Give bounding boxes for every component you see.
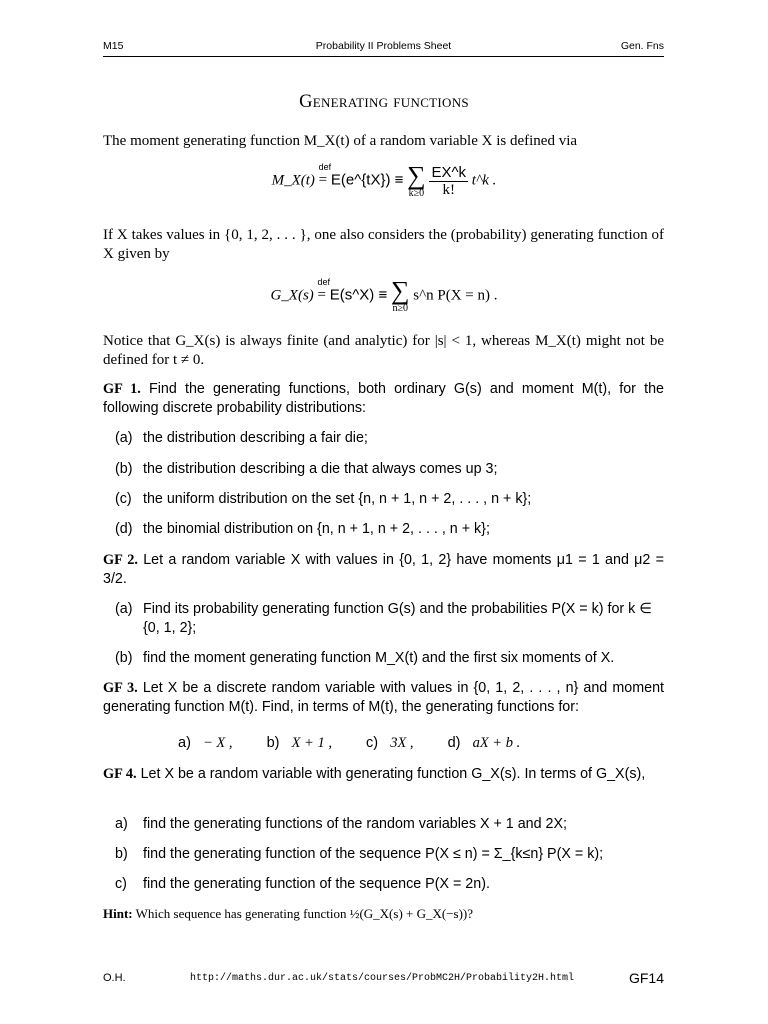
page-title: Generating functions <box>299 92 469 112</box>
eq1-def-symbol: def = <box>318 162 332 189</box>
header-course-code: M15 <box>103 40 124 52</box>
problem-gf1 <box>103 380 664 418</box>
eq1-sum: ∑ k≥0 <box>407 161 426 199</box>
page-footer <box>103 970 664 990</box>
header-topic: Gen. Fns <box>620 40 664 52</box>
footer-page-number: GF14 <box>628 970 664 986</box>
hint-text: Which sequence has generating function ½(G_X(s) + G_X(−s))? <box>135 906 474 921</box>
eq2-expectation: E(s^X) ≡ <box>329 286 388 304</box>
equation-mgf <box>0 163 768 199</box>
footer-author: O.H. <box>103 972 126 984</box>
gf3-option-d: d) aX + b . <box>447 735 521 751</box>
gf3-option-a: a) − X , <box>178 735 233 751</box>
eq1-lhs: M_X(t) <box>271 172 315 189</box>
gf2-label: GF 2. <box>103 552 138 568</box>
eq1-expectation: E(e^{tX}) ≡ <box>330 171 404 189</box>
eq2-sum: ∑ n≥0 <box>390 276 410 314</box>
footer-url-link[interactable]: http://maths.dur.ac.uk/stats/courses/ProbMC2H/Probability2H.html <box>190 973 575 984</box>
gf4-text: Let X be a random variable with generating function G_X(s). In terms of G_X(s), <box>140 766 646 782</box>
gf3-options <box>178 735 550 752</box>
gf3-label: GF 3. <box>103 680 138 696</box>
eq1-tail: t^k . <box>471 172 497 189</box>
intro-paragraph-1: The moment generating function M_X(t) of a random variable X is defined via <box>103 133 578 149</box>
gf3-option-b: b) X + 1 , <box>266 735 332 751</box>
gf2-item-a: (a) Find its probability generating function G(s) and the probabilities P(X = k) for k ∈ {0, 1, 2}; <box>115 601 652 636</box>
gf2-text: Let a random variable X with values in {0, 1, 2} have moments μ1 = 1 and μ2 = 3/2. <box>103 552 664 587</box>
gf1-label: GF 1. <box>103 381 141 397</box>
problem-gf3 <box>103 679 664 717</box>
intro-paragraph-2: If X takes values in {0, 1, 2, . . . }, one also considers the (probability) generating function of X given by <box>103 227 664 262</box>
hint-label: Hint: <box>103 906 133 921</box>
eq2-def-symbol: def = <box>317 277 331 304</box>
gf3-text: Let X be a discrete random variable with values in {0, 1, 2, . . . , n} and moment generating function M(t). Find, in terms of M(t), the generating functions for: <box>103 680 664 715</box>
equation-pgf <box>0 278 768 314</box>
hint <box>103 906 473 922</box>
gf3-option-c: c) 3X , <box>366 735 414 751</box>
intro-paragraph-3: Notice that G_X(s) is always finite (and analytic) for |s| < 1, whereas M_X(t) might not be defined for t ≠ 0. <box>103 333 664 368</box>
page-header <box>103 38 664 56</box>
header-rule <box>103 56 664 57</box>
eq2-lhs: G_X(s) <box>270 287 314 304</box>
header-sheet-title: Probability II Problems Sheet <box>315 40 452 52</box>
eq1-fraction: $\frac{EX\^{}k}{k!}$ <box>431 163 466 198</box>
problem-gf4 <box>103 765 664 784</box>
eq2-tail: s^n P(X = n) . <box>413 287 498 304</box>
gf1-text: Find the generating functions, both ordinary G(s) and moment M(t), for the following discrete probability distributions: <box>103 381 664 416</box>
problem-gf2 <box>103 551 664 589</box>
gf4-label: GF 4. <box>103 766 137 782</box>
